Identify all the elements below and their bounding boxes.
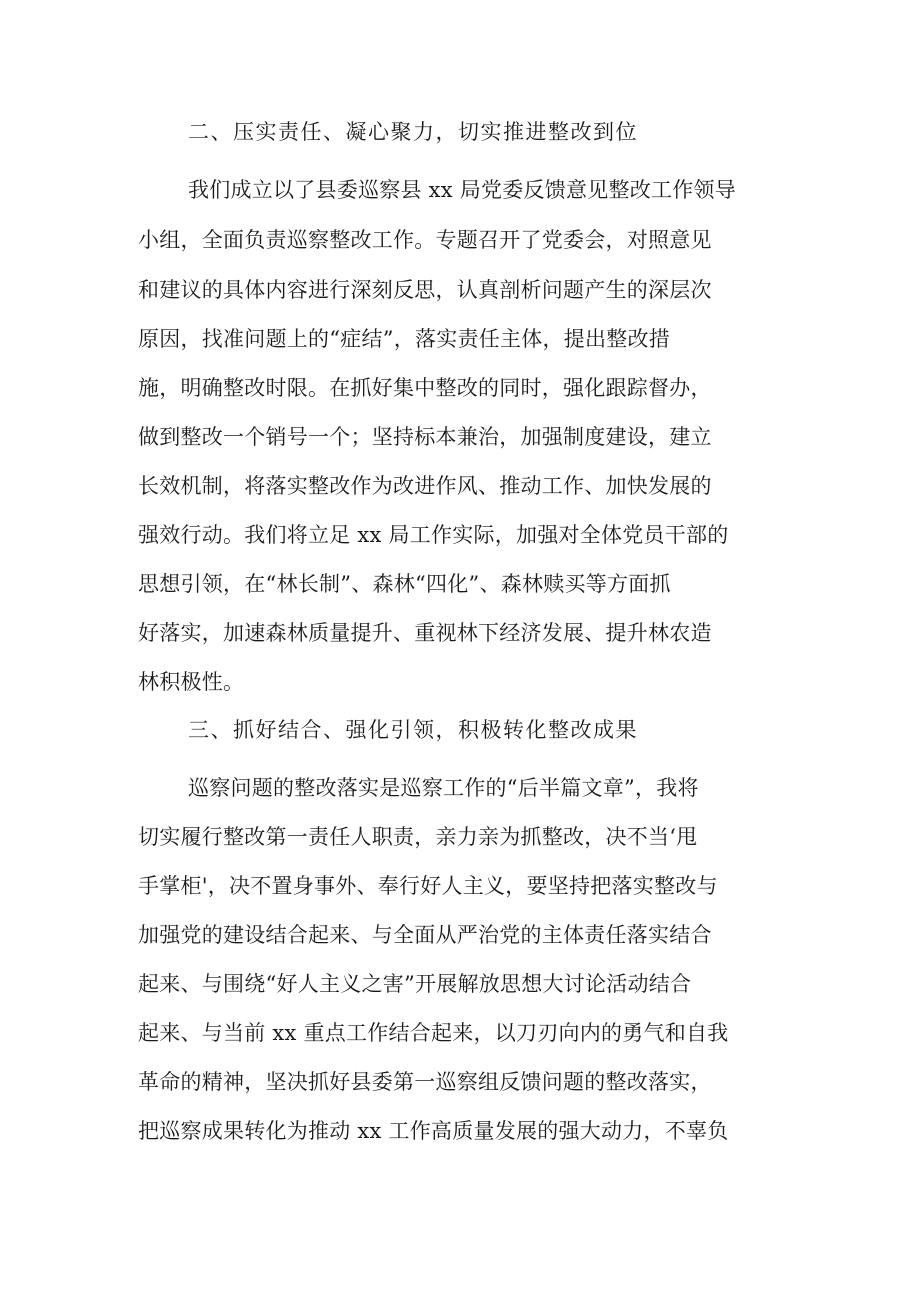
paragraph-line: 思想引领，在“林长制”、森林“四化”、森林赎买等方面抓 <box>138 572 671 596</box>
section-heading-3: 三、抓好结合、强化引领，积极转化整改成果 <box>188 718 638 742</box>
paragraph-line: 好落实，加速森林质量提升、重视林下经济发展、提升林农造 <box>138 621 712 645</box>
paragraph-line: 林积极性。 <box>138 670 245 694</box>
paragraph-line: 切实履行整改第一责任人职责，亲力亲为抓整改，决不当‘甩 <box>138 825 698 849</box>
paragraph-line: 做到整改一个销号一个；坚持标本兼治，加强制度建设，建立 <box>138 425 712 449</box>
paragraph-line: 手掌柜'，决不置身事外、奉行好人主义，要坚持把落实整改与 <box>138 874 718 898</box>
paragraph-line: 我们成立以了县委巡察县 xx 局党委反馈意见整改工作领导 <box>188 178 737 202</box>
section-heading-2: 二、压实责任、凝心聚力，切实推进整改到位 <box>188 120 638 144</box>
paragraph-line: 长效机制，将落实整改作为改进作风、推动工作、加快发展的 <box>138 474 712 498</box>
paragraph-line: 起来、与当前 xx 重点工作结合起来，以刀刃向内的勇气和自我 <box>138 1021 729 1045</box>
paragraph-line: 强效行动。我们将立足 xx 局工作实际，加强对全体党员干部的 <box>138 523 729 547</box>
paragraph-line: 巡察问题的整改落实是巡察工作的“后半篇文章”，我将 <box>188 776 699 800</box>
paragraph-line: 革命的精神，坚决抓好县委第一巡察组反馈问题的整改落实， <box>138 1070 712 1094</box>
paragraph-line: 起来、与围绕“好人主义之害”开展解放思想大讨论活动结合 <box>138 972 692 996</box>
paragraph-line: 把巡察成果转化为推动 xx 工作高质量发展的强大动力，不辜负 <box>138 1119 729 1143</box>
paragraph-line: 加强党的建设结合起来、与全面从严治党的主体责任落实结合 <box>138 923 712 947</box>
paragraph-line: 和建议的具体内容进行深刻反思，认真剖析问题产生的深层次 <box>138 278 712 302</box>
paragraph-line: 小组，全面负责巡察整改工作。专题召开了党委会，对照意见 <box>138 228 712 252</box>
paragraph-line: 原因，找准问题上的“症结”，落实责任主体，提出整改措 <box>138 327 670 351</box>
paragraph-line: 施，明确整改时限。在抓好集中整改的同时，强化跟踪督办， <box>138 376 712 400</box>
